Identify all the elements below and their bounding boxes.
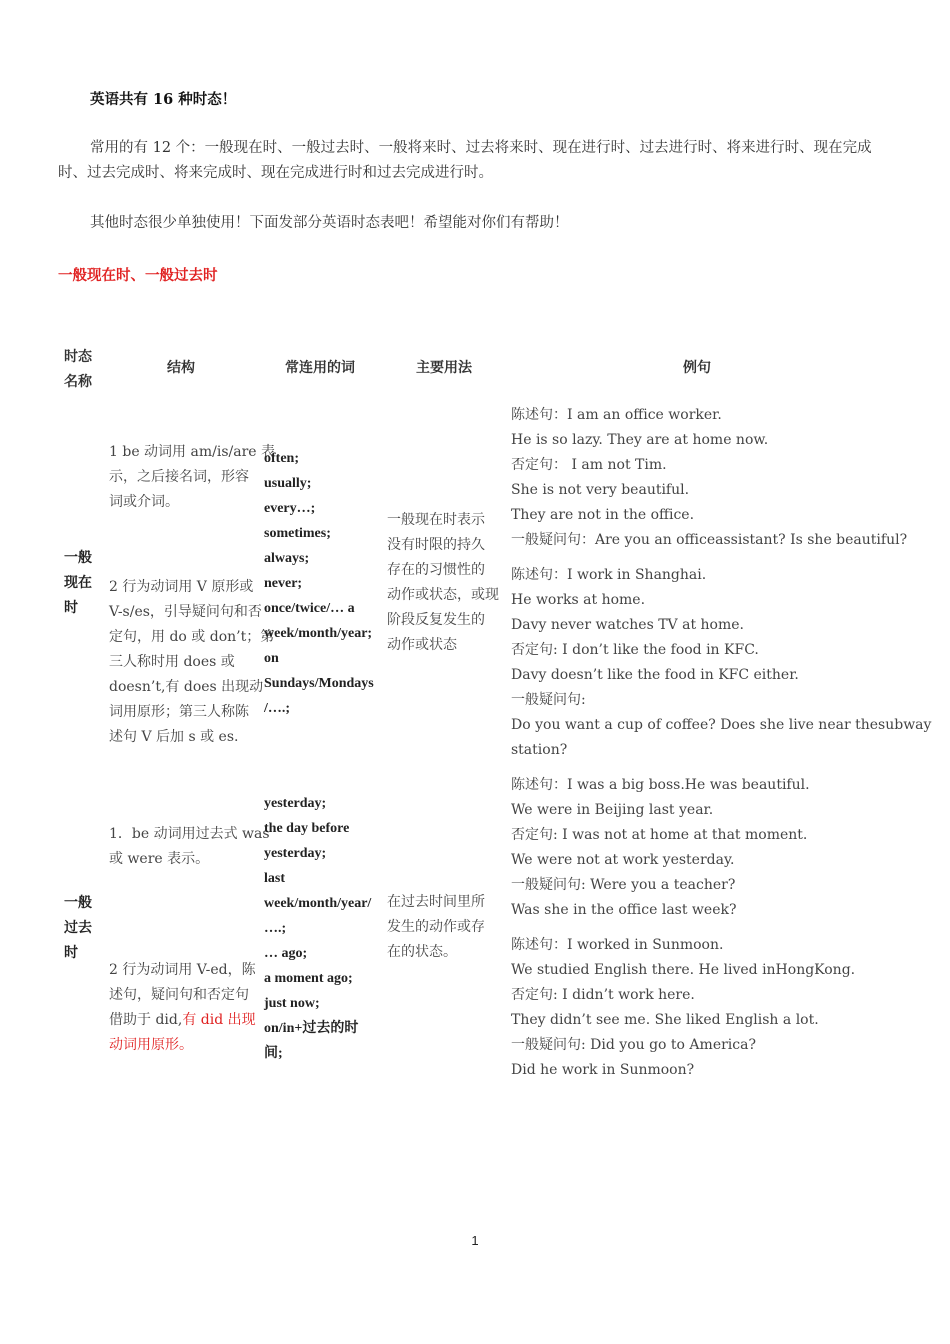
past-common-words: yesterday; the day before yesterday; last week/month/year/ ….; … ago; a moment ago; just now; on/in+过去的时 间;: [264, 796, 372, 1061]
tense-name-past: 一般 过去 时: [64, 896, 92, 961]
section-title: 一般现在时、一般过去时: [58, 267, 218, 284]
past-structure-2: 2 行为动词用 V-ed，陈 述句，疑问句和否定句 借助于 did,有 did 出现 动词用原形。: [109, 958, 256, 1058]
intro-paragraph-line2: 时、过去完成时、将来完成时、现在完成进行时和过去完成进行时。: [58, 165, 493, 181]
past-examples-be: 陈述句：I was a big boss.He was beautiful. We were in Beijing last year. 否定句: I was not at home at that moment. We were not at work yesterday. 一般疑问句: Were you a teacher? Was she in the office last week?: [511, 777, 810, 918]
intro-heading: 英语共有 16 种时态！: [90, 91, 237, 108]
present-structure-2: 2 行为动词用 V 原形或 V-s/es，引导疑问句和否 定句，用 do 或 don’t；第 三人称时用 does 或 doesn’t,有 does 出现动 词用原形；第三人称陈 述句 V 后加 s 或 es.: [109, 579, 275, 745]
intro-paragraph-2: 其他时态很少单独使用！下面发部分英语时态表吧！希望能对你们有帮助！: [90, 215, 569, 231]
present-usage: 一般现在时表示 没有时限的持久 存在的习惯性的 动作或状态，或现 阶段反复发生的 动作或状态: [387, 512, 499, 653]
present-common-words: often; usually; every…; sometimes; always; never; once/twice/… a week/month/year; on Sundays/Mondays /….;: [264, 451, 374, 716]
past-examples-verb: 陈述句：I worked in Sunmoon. We studied English there. He lived inHongKong. 否定句: I didn’t work here. They didn’t see me. She liked English a lot. 一般疑问句: Did you go to America? Did he work in Sunmoon?: [511, 937, 856, 1078]
tense-name-present: 一般 现在 时: [64, 551, 92, 616]
present-examples-verb: 陈述句：I work in Shanghai. He works at home. Davy never watches TV at home. 否定句: I don’t like the food in KFC. Davy doesn’t like the food in KFC either. 一般疑问句: Do you want a cup of coffee? Does she live near thesubway station?: [511, 567, 932, 758]
past-structure-2-highlight-cont: 动词用原形。: [109, 1037, 193, 1053]
header-examples: 例句: [683, 360, 711, 376]
header-usage: 主要用法: [416, 360, 472, 376]
past-structure-1: 1．be 动词用过去式 was 或 were 表示。: [109, 826, 270, 867]
page-number: 1: [471, 1233, 479, 1248]
present-structure-1: 1 be 动词用 am/is/are 表 示，之后接名词，形容 词或介词。: [109, 444, 275, 510]
intro-paragraph-line1: 常用的有 12 个：一般现在时、一般过去时、一般将来时、过去将来时、现在进行时、过去进行时、将来进行时、现在完成: [90, 140, 872, 156]
past-structure-2-highlight: 有 did 出现: [182, 1012, 256, 1028]
past-usage: 在过去时间里所 发生的动作或存 在的状态。: [387, 894, 485, 960]
header-common-words: 常连用的词: [285, 360, 355, 376]
present-examples-be: 陈述句：I am an office worker. He is so lazy. They are at home now. 否定句： I am not Tim. She is not very beautiful. They are not in the office. 一般疑问句：Are you an officeassistant? Is she beautiful?: [511, 407, 908, 548]
header-tense-name: 时态 名称: [64, 349, 92, 390]
header-structure: 结构: [167, 360, 195, 376]
